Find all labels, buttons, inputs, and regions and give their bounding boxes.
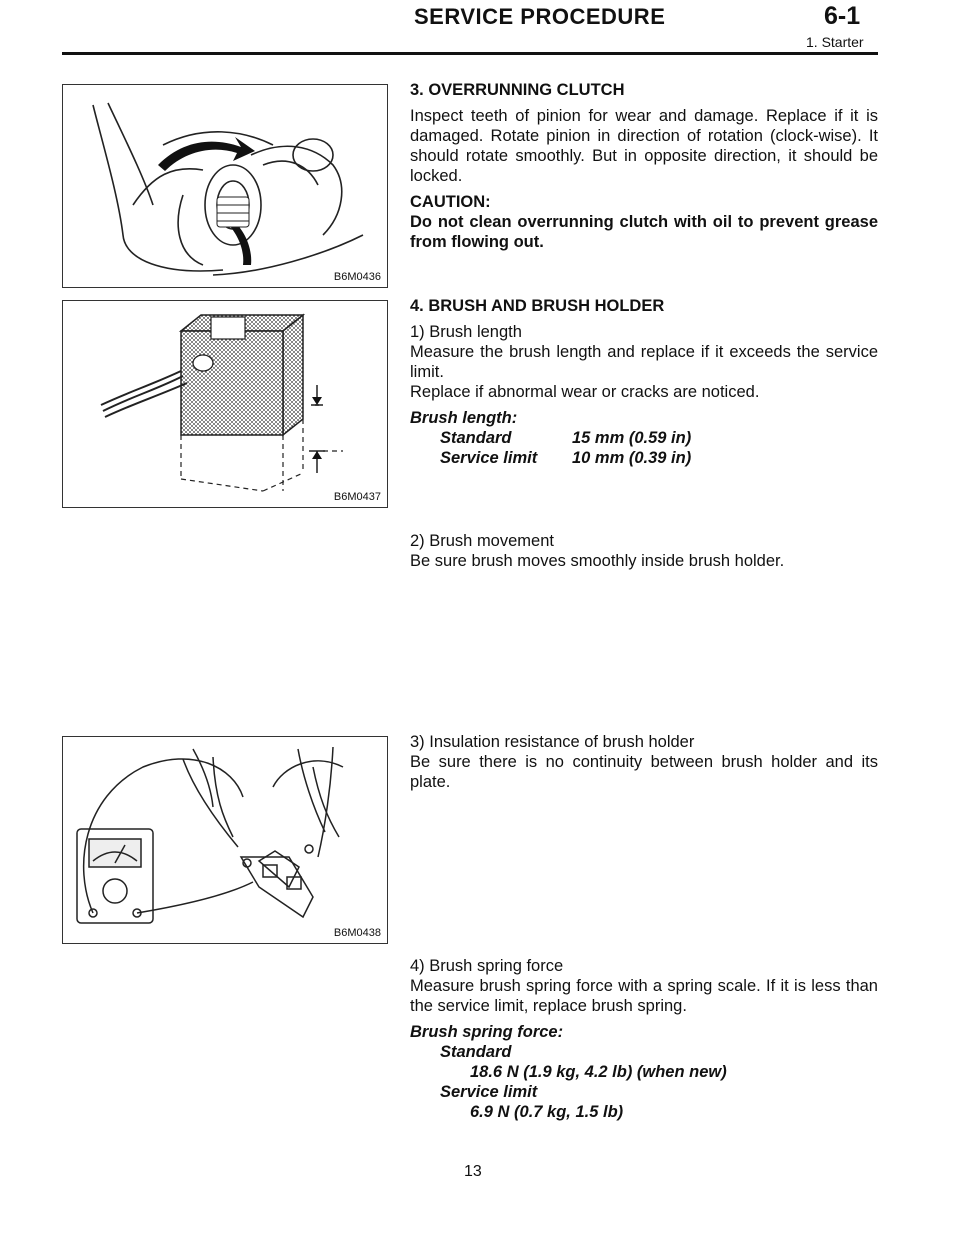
clutch-body-text: Inspect teeth of pinion for wear and damage. Replace if it is damaged. Rotate pinion in direction of rotation (clock-wise). It should rotate smoothly. But in opposite direction, it should be locked. [410, 107, 878, 185]
subsection-title: 1. Starter [806, 34, 864, 50]
multimeter-brush-holder-test-illustration [63, 737, 387, 943]
header-rule [62, 52, 878, 55]
section-brush-and-holder [410, 296, 878, 468]
brush-movement-text: Be sure brush moves smoothly inside brush holder. [410, 552, 785, 570]
figure-label: B6M0437 [333, 491, 381, 503]
page-number: 13 [464, 1163, 482, 1180]
subsection-brush-movement [410, 531, 878, 571]
section-code: 6-1 [824, 2, 861, 30]
spring-subheading: 4) Brush spring force [410, 957, 564, 975]
spec-label: Brush length: [410, 409, 518, 427]
spring-text: Measure brush spring force with a spring scale. If it is less than the service limit, replace brush spring. [410, 977, 878, 1015]
spec-limit-row [410, 448, 878, 468]
brush-length-illustration [63, 301, 387, 507]
spec-value: 6.9 N (0.7 kg, 1.5 lb) [470, 1103, 624, 1121]
insulation-text: Be sure there is no continuity between brush holder and its plate. [410, 753, 878, 791]
insulation-subheading: 3) Insulation resistance of brush holder [410, 733, 695, 751]
section-overrunning-clutch [410, 80, 878, 252]
figure-label: B6M0436 [333, 271, 381, 283]
spec-value: 15 mm (0.59 in) [572, 429, 692, 447]
figure-label: B6M0438 [333, 927, 381, 939]
subsection-insulation-resistance [410, 732, 878, 792]
section-heading: 4. BRUSH AND BRUSH HOLDER [410, 297, 665, 315]
spec-standard-row [410, 428, 878, 448]
figure-multimeter-test [62, 736, 388, 944]
brush-movement-subheading: 2) Brush movement [410, 532, 554, 550]
spec-value: 18.6 N (1.9 kg, 4.2 lb) (when new) [470, 1063, 727, 1081]
brush-length-text: Measure the brush length and replace if it exceeds the service limit. [410, 343, 878, 381]
spec-key: Standard [440, 1043, 512, 1061]
brush-length-subheading: 1) Brush length [410, 323, 522, 341]
spec-label: Brush spring force: [410, 1023, 564, 1041]
figure-brush-length [62, 300, 388, 508]
spec-key: Service limit [440, 1083, 538, 1101]
page-title: SERVICE PROCEDURE [414, 4, 666, 29]
caution-label: CAUTION: [410, 193, 491, 211]
section-heading: 3. OVERRUNNING CLUTCH [410, 81, 625, 99]
spec-key: Service limit [440, 449, 538, 467]
figure-pinion-rotation [62, 84, 388, 288]
brush-length-text-2: Replace if abnormal wear or cracks are noticed. [410, 383, 760, 401]
caution-text: Do not clean overrunning clutch with oil to prevent grease from flowing out. [410, 213, 878, 251]
spec-key: Standard [440, 429, 512, 447]
spec-value: 10 mm (0.39 in) [572, 449, 692, 467]
subsection-brush-spring-force [410, 956, 878, 1122]
hands-rotating-pinion-illustration [63, 85, 387, 287]
